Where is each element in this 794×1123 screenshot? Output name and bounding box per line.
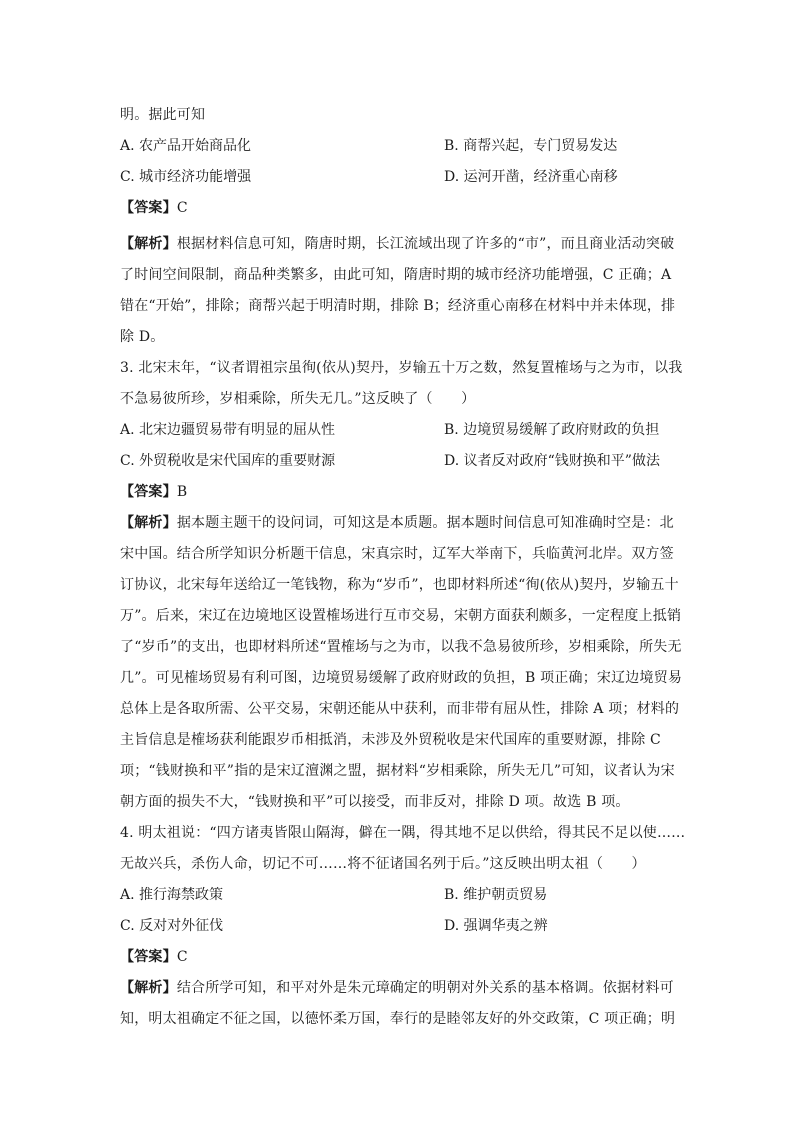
q3-analysis-line: 项；“钱财换和平”指的是宋辽澶渊之盟，据材料“岁相乘除，所失无几”可知，议者认为宋: [120, 763, 675, 779]
q3-analysis-line: 订协议，北宋每年送给辽一笔钱物，称为“岁币”，也即材料所述“徇(依从)契丹，岁输五十: [120, 577, 679, 593]
q4-analysis-line: [120, 977, 674, 997]
q3-option-d: D. 议者反对政府“钱财换和平”做法: [444, 453, 660, 469]
q3-analysis-line: 几”。可见榷场贸易有利可图，边境贸易缓解了政府财政的负担，B 项正确；宋辽边境贸易: [120, 670, 683, 686]
analysis-text: 根据材料信息可知，隋唐时期，长江流域出现了许多的“市”，而且商业活动突破: [176, 236, 675, 252]
q4-stem-line: 4. 明太祖说：“四方诸夷皆限山隔海，僻在一隅，得其地不足以供给，得其民不足以使……: [120, 825, 686, 841]
answer-label: 【答案】: [120, 200, 177, 216]
q4-analysis-line: 知，明太祖确定不征之国，以德怀柔万国，奉行的是睦邻友好的外交政策，C 项正确；明: [120, 1011, 676, 1027]
q3-option-b: B. 边境贸易缓解了政府财政的负担: [444, 422, 660, 438]
q2-analysis-line: 错在“开始”，排除；商帮兴起于明清时期，排除 B；经济重心南移在材料中并未体现，排: [120, 298, 676, 314]
answer-label: 【答案】: [120, 484, 177, 500]
analysis-text: 结合所学可知，和平对外是朱元璋确定的明朝对外关系的基本格调。依据材料可: [176, 980, 674, 996]
q3-analysis-line: 总体上是各取所需、公平交易，宋朝还能从中获利，而非带有屈从性，排除 A 项；材料的: [120, 701, 680, 717]
q3-stem-line: 3. 北宋末年，“议者谓祖宗虽徇(依从)契丹，岁输五十万之数，然复置榷场与之为市，以我: [120, 360, 683, 376]
q2-option-a: A. 农产品开始商品化: [120, 138, 252, 154]
q4-stem-line: 无故兴兵，杀伤人命，切记不可……将不征诸国名列于后。”这反映出明太祖（ ）: [120, 856, 646, 872]
q3-analysis-line: 万”。后来，宋辽在边境地区设置榷场进行互市交易，宋朝方面获利颇多，一定程度上抵销: [120, 608, 682, 624]
answer-value: B: [176, 484, 188, 500]
q4-option-a: A. 推行海禁政策: [120, 887, 224, 903]
q4-option-c: C. 反对对外征伐: [120, 918, 224, 934]
q3-stem-line: 不急易彼所珍，岁相乘除，所失无几。”这反映了（ ）: [120, 391, 476, 407]
q2-analysis-line: [120, 233, 674, 253]
q3-option-c: C. 外贸税收是宋代国库的重要财源: [120, 453, 336, 469]
q2-option-c: C. 城市经济功能增强: [120, 169, 252, 185]
q3-analysis-line: 主旨信息是榷场获利能跟岁币相抵消，未涉及外贸税收是宋代国库的重要财源，排除 C: [120, 732, 661, 748]
answer-value: C: [176, 200, 188, 216]
q2-analysis-line: 了时间空间限制，商品种类繁多，由此可知，隋唐时期的城市经济功能增强，C 正确；A: [120, 267, 672, 283]
q4-option-b: B. 维护朝贡贸易: [444, 887, 548, 903]
q2-analysis-line: 除 D。: [120, 329, 165, 345]
answer-value: C: [176, 949, 188, 965]
intro-line: 明。据此可知: [120, 107, 206, 123]
q3-analysis-line: [120, 512, 674, 532]
q3-option-a: A. 北宋边疆贸易带有明显的屈从性: [120, 422, 336, 438]
q3-analysis-line: 朝方面的损失不大，“钱财换和平”可以接受，而非反对，排除 D 项。故选 B 项。: [120, 794, 630, 810]
q3-answer: [120, 481, 187, 501]
q3-analysis-line: 宋中国。结合所学知识分析题干信息，宋真宗时，辽军大举南下，兵临黄河北岸。双方签: [120, 546, 674, 562]
answer-label: 【答案】: [120, 949, 177, 965]
q2-option-d: D. 运河开凿，经济重心南移: [444, 169, 618, 185]
analysis-label: 【解析】: [120, 236, 177, 252]
q2-option-b: B. 商帮兴起，专门贸易发达: [444, 138, 618, 154]
q4-answer: [120, 946, 188, 966]
q2-answer: [120, 197, 188, 217]
q4-option-d: D. 强调华夷之辨: [444, 918, 548, 934]
analysis-text: 据本题主题干的设问词，可知这是本质题。据本题时间信息可知准确时空是：北: [176, 515, 674, 531]
analysis-label: 【解析】: [120, 515, 177, 531]
analysis-label: 【解析】: [120, 980, 177, 996]
q3-analysis-line: 了“岁币”的支出，也即材料所述“置榷场与之为市，以我不急易彼所珍，岁相乘除，所失无: [120, 639, 682, 655]
